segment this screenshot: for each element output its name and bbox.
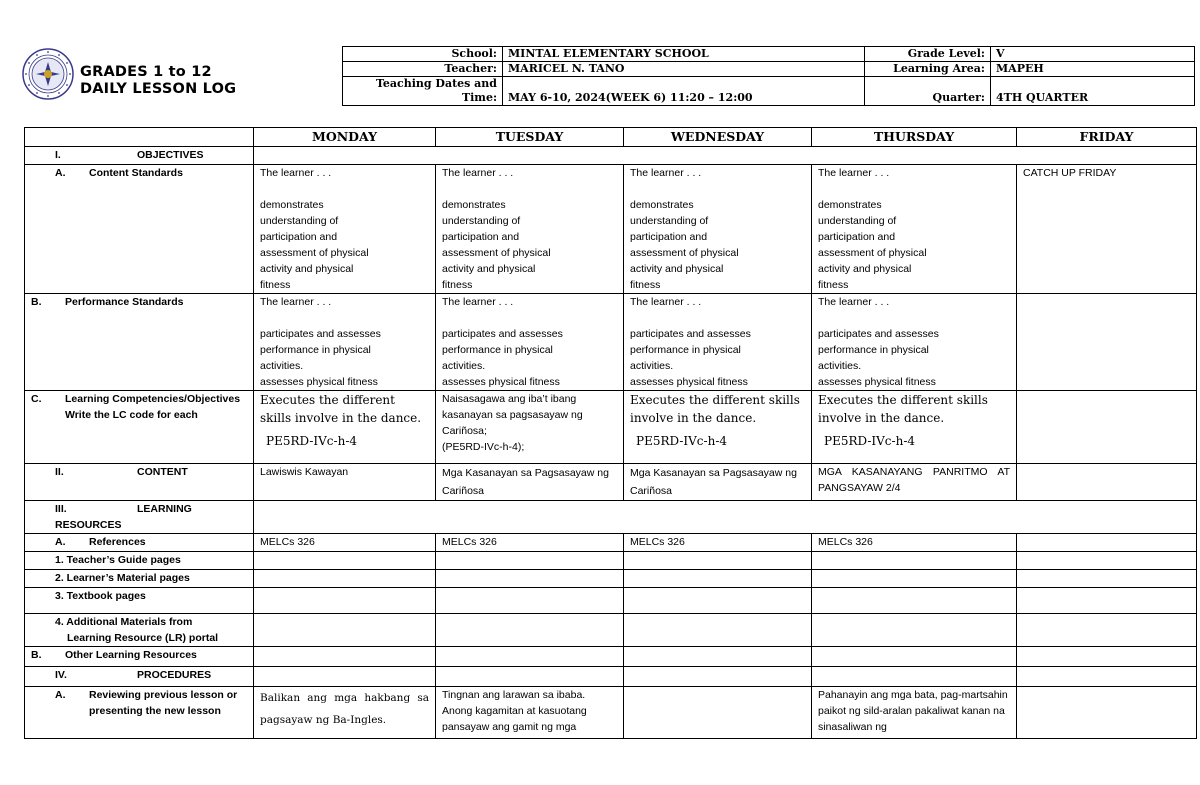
- performance-standards-text: Performance Standards: [65, 296, 184, 308]
- competencies-label: [25, 391, 254, 464]
- other-resources-label: [25, 647, 254, 667]
- day-monday: MONDAY: [254, 128, 436, 147]
- reviewing-line1: [55, 687, 247, 703]
- performance-standards-monday: The learner . . . participates and assesses performance in physical activities. assesses physical fitness: [254, 294, 436, 391]
- objectives-num: I.: [55, 149, 61, 161]
- competencies-tuesday: Naisasagawa ang iba’t ibang kasanayan sa pagsasayaw ng Cariñosa; (PE5RD-IVc-h-4);: [436, 391, 624, 464]
- other-resources-thursday: [812, 647, 1017, 667]
- competencies-friday: [1017, 391, 1197, 464]
- content-text: CONTENT: [137, 466, 188, 478]
- procedures-num: IV.: [55, 669, 67, 681]
- row-objectives: [25, 147, 1197, 165]
- learning-area-label: Learning Area:: [865, 62, 991, 77]
- competencies-line1: [31, 391, 247, 407]
- textbook-tuesday: [436, 588, 624, 614]
- teacher-label: Teacher:: [343, 62, 503, 77]
- content-standards-monday: The learner . . . demonstrates understanding of participation and assessment of physical activity and physical fitness: [254, 165, 436, 294]
- competencies-wednesday-code: PE5RD-IVc-h-4: [636, 434, 728, 448]
- procedures-label: [25, 667, 254, 687]
- teaching-dates-label-line2: Time:: [461, 91, 497, 104]
- content-friday: [1017, 464, 1197, 501]
- learners-material-label: 2. Learner’s Material pages: [25, 570, 254, 588]
- quarter-label: Quarter:: [865, 77, 991, 106]
- learners-material-friday: [1017, 570, 1197, 588]
- content-standards-wednesday: The learner . . . demonstrates understanding of participation and assessment of physical activity and physical fitness: [624, 165, 812, 294]
- additional-materials-thursday: [812, 614, 1017, 647]
- competencies-monday-text: Executes the different skills involve in the dance.: [260, 393, 422, 425]
- competencies-monday-code: PE5RD-IVc-h-4: [266, 434, 358, 448]
- teaching-dates-label-line1: Teaching Dates and: [375, 77, 497, 90]
- procedures-text: PROCEDURES: [137, 669, 212, 681]
- competencies-wednesday: [624, 391, 812, 464]
- corner-cell: [25, 128, 254, 147]
- references-tuesday: MELCs 326: [436, 534, 624, 552]
- learners-material-monday: [254, 570, 436, 588]
- row-reviewing: [25, 687, 1197, 739]
- references-num: A.: [55, 536, 66, 548]
- learning-resources-empty-cell: [254, 501, 1197, 534]
- teachers-guide-wednesday: [624, 552, 812, 570]
- content-standards-text: Content Standards: [89, 167, 183, 179]
- references-friday: [1017, 534, 1197, 552]
- references-thursday: MELCs 326: [812, 534, 1017, 552]
- procedures-wednesday: [624, 667, 812, 687]
- reviewing-monday: Balikan ang mga hakbang sa pagsayaw ng Ba-Ingles.: [254, 687, 436, 739]
- competencies-num: C.: [31, 393, 42, 405]
- other-resources-monday: [254, 647, 436, 667]
- learners-material-thursday: [812, 570, 1017, 588]
- deped-seal-logo: [22, 48, 74, 100]
- reviewing-tuesday: Tingnan ang larawan sa ibaba. Anong kagamitan at kasuotang pansayaw ang gamit ng mga: [436, 687, 624, 739]
- reviewing-line2: presenting the new lesson: [89, 705, 221, 717]
- row-additional-materials: [25, 614, 1197, 647]
- teachers-guide-label: 1. Teacher’s Guide pages: [25, 552, 254, 570]
- lesson-log-table: [24, 127, 1197, 739]
- performance-standards-thursday: The learner . . . participates and assesses performance in physical activities. assesses physical fitness: [812, 294, 1017, 391]
- day-header-row: [25, 128, 1197, 147]
- performance-standards-label: [25, 294, 254, 391]
- grade-level-value: V: [991, 47, 1195, 62]
- objectives-empty-cell: [254, 147, 1197, 165]
- header-info-table: [342, 46, 1195, 106]
- competencies-text: Learning Competencies/Objectives: [65, 393, 241, 405]
- competencies-thursday-code: PE5RD-IVc-h-4: [824, 434, 916, 448]
- references-monday: MELCs 326: [254, 534, 436, 552]
- procedures-monday: [254, 667, 436, 687]
- row-other-resources: [25, 647, 1197, 667]
- learning-resources-label: [25, 501, 254, 534]
- objectives-text: OBJECTIVES: [137, 149, 204, 161]
- performance-standards-wednesday: The learner . . . participates and assesses performance in physical activities. assesses physical fitness: [624, 294, 812, 391]
- learners-material-tuesday: [436, 570, 624, 588]
- other-resources-num: B.: [31, 649, 42, 661]
- school-value: MINTAL ELEMENTARY SCHOOL: [503, 47, 865, 62]
- additional-materials-tuesday: [436, 614, 624, 647]
- title-line-dll: DAILY LESSON LOG: [80, 81, 237, 97]
- row-competencies: [25, 391, 1197, 464]
- row-content-standards: [25, 165, 1197, 294]
- quarter-value: 4TH QUARTER: [991, 77, 1195, 106]
- other-resources-tuesday: [436, 647, 624, 667]
- reviewing-thursday: Pahanayin ang mga bata, pag-martsahin paikot ng sild-aralan pakaliwat kanan na sinasaliwan ng: [812, 687, 1017, 739]
- performance-standards-friday: [1017, 294, 1197, 391]
- content-monday: Lawiswis Kawayan: [254, 464, 436, 501]
- content-label: [25, 464, 254, 501]
- document-title: [80, 64, 236, 98]
- row-learning-resources: [25, 501, 1197, 534]
- learning-area-value: MAPEH: [991, 62, 1195, 77]
- reviewing-num: A.: [55, 689, 66, 701]
- competencies-monday: [254, 391, 436, 464]
- objectives-label: [25, 147, 254, 165]
- content-standards-num: A.: [55, 167, 66, 179]
- references-text: References: [89, 536, 146, 548]
- other-resources-wednesday: [624, 647, 812, 667]
- performance-standards-num: B.: [31, 296, 42, 308]
- learning-resources-text: LEARNING RESOURCES: [55, 503, 192, 531]
- learners-material-wednesday: [624, 570, 812, 588]
- textbook-thursday: [812, 588, 1017, 614]
- title-line-grades: GRADES 1 to 12: [80, 64, 212, 80]
- teaching-dates-value: MAY 6-10, 2024(WEEK 6) 11:20 – 12:00: [503, 77, 865, 106]
- teachers-guide-friday: [1017, 552, 1197, 570]
- teacher-value: MARICEL N. TANO: [503, 62, 865, 77]
- row-textbook: [25, 588, 1197, 614]
- day-thursday: THURSDAY: [812, 128, 1017, 147]
- row-content: [25, 464, 1197, 501]
- content-wednesday: Mga Kasanayan sa Pagsasayaw ng Cariñosa: [624, 464, 812, 501]
- reviewing-wednesday: [624, 687, 812, 739]
- content-thursday: MGA KASANAYANG PANRITMO AT PANGSAYAW 2/4: [812, 464, 1017, 501]
- references-label: [25, 534, 254, 552]
- row-performance-standards: [25, 294, 1197, 391]
- additional-materials-wednesday: [624, 614, 812, 647]
- teachers-guide-thursday: [812, 552, 1017, 570]
- procedures-thursday: [812, 667, 1017, 687]
- procedures-tuesday: [436, 667, 624, 687]
- textbook-label: 3. Textbook pages: [25, 588, 254, 614]
- competencies-wednesday-text: Executes the different skills involve in the dance.: [630, 393, 800, 425]
- row-procedures: [25, 667, 1197, 687]
- teaching-dates-label: [343, 77, 503, 106]
- additional-materials-line2: Learning Resource (LR) portal: [67, 632, 219, 644]
- other-resources-friday: [1017, 647, 1197, 667]
- day-friday: FRIDAY: [1017, 128, 1197, 147]
- day-tuesday: TUESDAY: [436, 128, 624, 147]
- row-teachers-guide: [25, 552, 1197, 570]
- competencies-thursday: [812, 391, 1017, 464]
- performance-standards-tuesday: The learner . . . participates and assesses performance in physical activities. assesses physical fitness: [436, 294, 624, 391]
- other-resources-text: Other Learning Resources: [65, 649, 197, 661]
- learning-resources-num: III.: [55, 503, 67, 515]
- school-label: School:: [343, 47, 503, 62]
- references-wednesday: MELCs 326: [624, 534, 812, 552]
- teachers-guide-tuesday: [436, 552, 624, 570]
- additional-materials-monday: [254, 614, 436, 647]
- additional-materials-label: [25, 614, 254, 647]
- content-standards-tuesday: The learner . . . demonstrates understanding of participation and assessment of physical activity and physical fitness: [436, 165, 624, 294]
- content-num: II.: [55, 466, 64, 478]
- grade-level-label: Grade Level:: [865, 47, 991, 62]
- reviewing-label: [25, 687, 254, 739]
- textbook-monday: [254, 588, 436, 614]
- teachers-guide-monday: [254, 552, 436, 570]
- content-standards-label: [25, 165, 254, 294]
- catch-up-friday: CATCH UP FRIDAY: [1017, 165, 1197, 294]
- competencies-thursday-text: Executes the different skills involve in the dance.: [818, 393, 988, 425]
- textbook-wednesday: [624, 588, 812, 614]
- procedures-friday: [1017, 667, 1197, 687]
- row-learners-material: [25, 570, 1197, 588]
- content-standards-thursday: The learner . . . demonstrates understanding of participation and assessment of physical activity and physical fitness: [812, 165, 1017, 294]
- additional-materials-line1: 4. Additional Materials from: [55, 616, 193, 628]
- textbook-friday: [1017, 588, 1197, 614]
- reviewing-text: Reviewing previous lesson or: [89, 689, 238, 701]
- content-tuesday: Mga Kasanayan sa Pagsasayaw ng Cariñosa: [436, 464, 624, 501]
- row-references: [25, 534, 1197, 552]
- competencies-line2: Write the LC code for each: [65, 409, 198, 421]
- reviewing-friday: [1017, 687, 1197, 739]
- deped-seal-icon: [22, 48, 74, 100]
- day-wednesday: WEDNESDAY: [624, 128, 812, 147]
- additional-materials-friday: [1017, 614, 1197, 647]
